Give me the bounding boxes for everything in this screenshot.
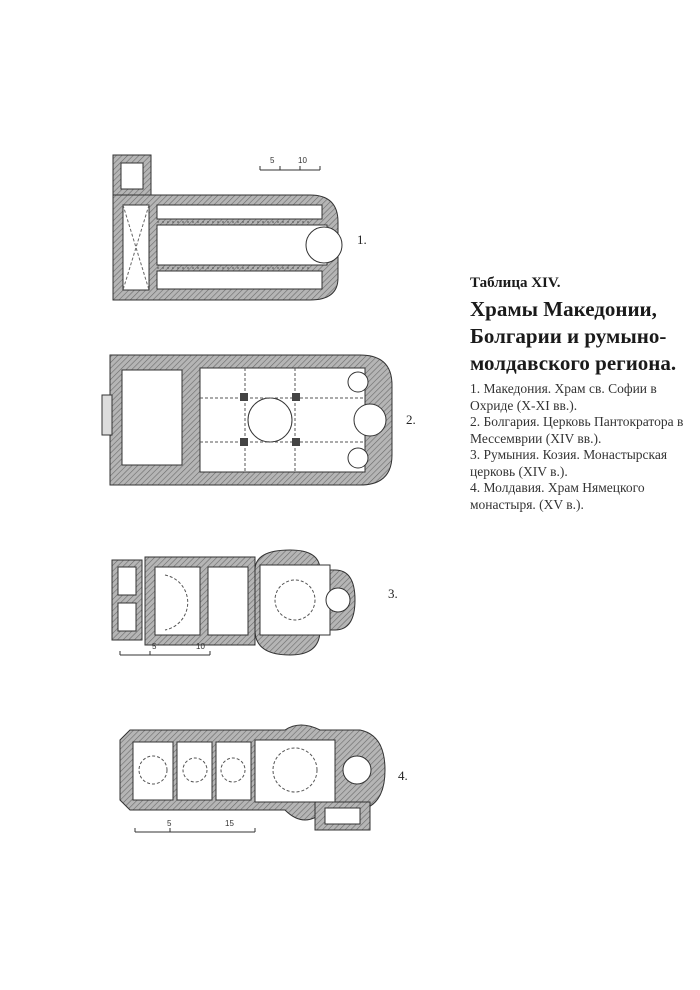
floor-plan-3 bbox=[110, 545, 370, 665]
floor-plan-4 bbox=[115, 720, 395, 850]
scale-bar bbox=[135, 819, 255, 832]
table-label: Таблица XIV. bbox=[470, 275, 561, 291]
caption-title: Храмы Македонии, Болгарии и румыно-молдавского региона. bbox=[470, 297, 677, 375]
scale-bar bbox=[260, 156, 320, 170]
caption-item: 3. Румыния. Козия. Монастырская церковь (XIV в.). bbox=[470, 447, 668, 479]
floor-plan-1 bbox=[110, 150, 360, 305]
plan-number-4: 4. bbox=[398, 768, 408, 783]
scale-label-a: 5 bbox=[270, 156, 275, 165]
caption bbox=[470, 275, 685, 513]
scale-label-b: 15 bbox=[225, 819, 234, 828]
scale-label-a: 5 bbox=[167, 819, 172, 828]
plan-number-2: 2. bbox=[406, 412, 416, 427]
caption-list bbox=[470, 381, 685, 513]
caption-item: 1. Македония. Храм св. Софии в Охриде (X-XI вв.). bbox=[470, 381, 657, 413]
plan-number-1: 1. bbox=[357, 232, 367, 247]
plan-number-3: 3. bbox=[388, 586, 398, 601]
caption-item: 4. Молдавия. Храм Нямецкого монастыря. (XV в.). bbox=[470, 480, 645, 512]
scale-label-b: 10 bbox=[298, 156, 307, 165]
scale-label-a: 5 bbox=[152, 642, 157, 651]
caption-item: 2. Болгария. Церковь Пантократора в Мессемврии (XIV вв.). bbox=[470, 414, 684, 446]
scale-label-b: 10 bbox=[196, 642, 205, 651]
floor-plan-2 bbox=[100, 350, 400, 490]
